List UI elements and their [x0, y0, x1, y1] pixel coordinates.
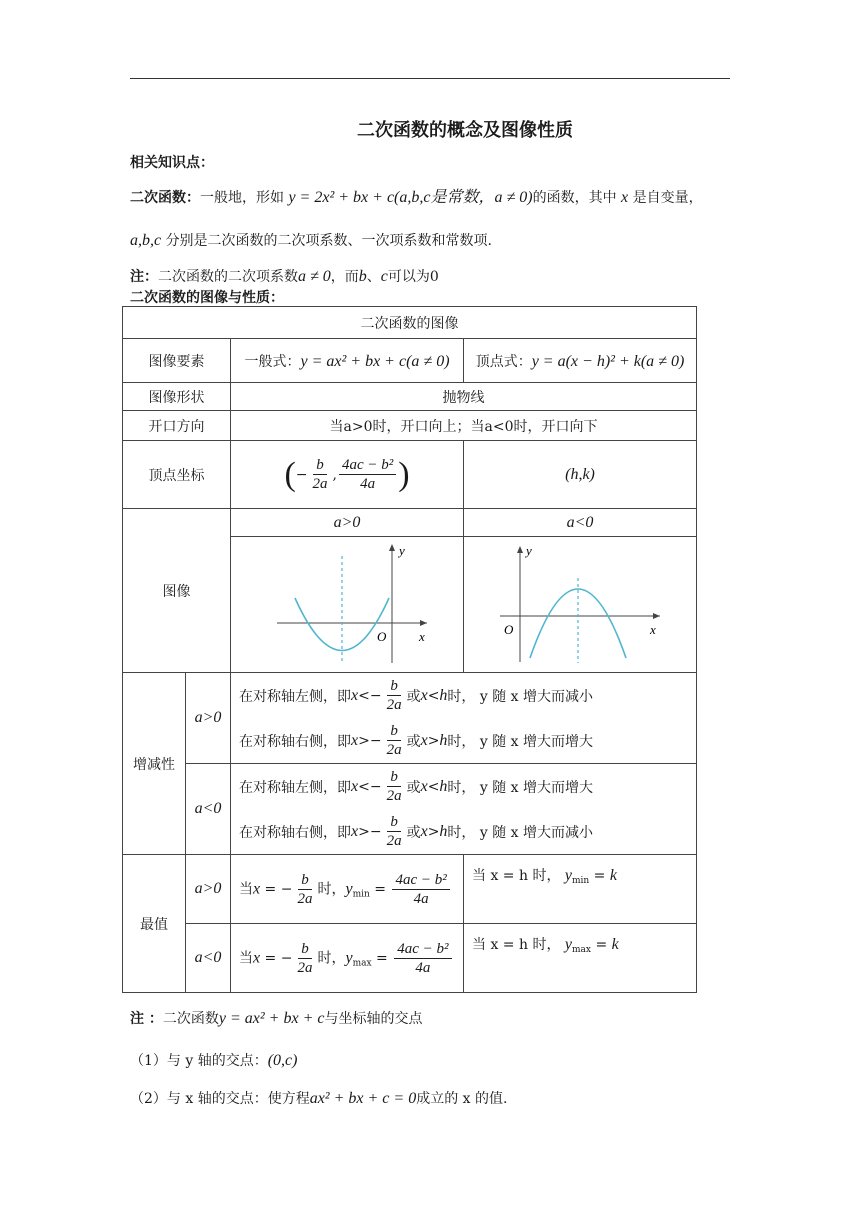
- extreme-neg-general: 当x = − $\frac{b}{2a}$ 时，$y_{max}$ = $\frac{\text{4ac − b²}}{4a}$: [231, 924, 464, 993]
- graph-axis-x-label: x: [419, 628, 425, 644]
- monotonic-neg-right: 在对称轴右侧，即 x >− $\frac{b}{2a}$ 或 x > h 时， y 随 x 增大而减小: [239, 814, 594, 849]
- row-label-opening: 开口方向: [123, 411, 231, 441]
- definition-text2: 的函数，其中: [532, 190, 617, 206]
- note2-text2: 与坐标轴的交点: [324, 1011, 423, 1027]
- graph2-origin-label: O: [504, 621, 514, 637]
- graph-downward-parabola: [464, 537, 697, 673]
- definition-text: 一般地，形如: [200, 190, 284, 206]
- row-label-elements: 图像要素: [123, 339, 231, 383]
- note2-text: 二次函数: [162, 1011, 219, 1027]
- opening-value: 当a>0时，开口向上；当a<0时，开口向下: [231, 411, 697, 441]
- note-text2: ，而: [330, 269, 359, 285]
- item1-text: （1）与 y 轴的交点：: [130, 1053, 268, 1069]
- row-label-graph: 图像: [123, 509, 231, 673]
- graph2-axis-y-label: y: [526, 542, 532, 558]
- upward-parabola-figure: [257, 538, 437, 668]
- vertex-coordinates: (h,k): [464, 441, 697, 509]
- extreme-neg-label: a<0: [186, 924, 231, 993]
- section-heading: 相关知识点：: [130, 155, 214, 171]
- vertex-general: (− $\frac{b}{2a}$ , $\frac{\text{4ac − b²}}{4a}$ ): [231, 441, 464, 509]
- extreme-pos-general: 当x = − $\frac{b}{2a}$ 时，$y_{min}$ = $\frac{\text{4ac − b²}}{4a}$: [231, 855, 464, 924]
- monotonic-neg-label: a<0: [186, 764, 231, 855]
- item2-formula: ax² + bx + c = 0: [309, 1090, 417, 1107]
- graph-upward-parabola: [231, 537, 464, 673]
- page-title: 二次函数的概念及图像性质: [357, 120, 573, 141]
- graph-neg-label: a<0: [464, 509, 697, 537]
- downward-parabola-figure: [490, 538, 670, 668]
- graph-origin-label: O: [377, 628, 387, 644]
- monotonic-pos-left: 在对称轴左侧，即 x <− $\frac{b}{2a}$ 或 x < h 时， y 随 x 增大而减小: [239, 678, 594, 713]
- definition-line2-text: 分别是二次函数的二次项系数、一次项系数和常数项.: [165, 233, 493, 249]
- definition-line-2: [130, 230, 492, 250]
- extreme-neg-vertex: 当 x = h 时， $y_{max} = k$: [464, 924, 697, 993]
- monotonic-pos-label: a>0: [186, 673, 231, 764]
- monotonic-neg-left: 在对称轴左侧，即 x <− $\frac{b}{2a}$ 或 x < h 时， y 随 x 增大而增大: [239, 769, 594, 804]
- note-condition: a ≠ 0: [298, 268, 331, 285]
- vertex-form: 顶点式：y = a(x − h)² + k(a ≠ 0): [464, 339, 697, 383]
- graph-pos-label: a>0: [231, 509, 464, 537]
- definition-line-1: [130, 184, 703, 207]
- note-text3: 可以为: [387, 269, 430, 285]
- shape-value: 抛物线: [231, 383, 697, 411]
- item2-text2: 成立的 x 的值.: [416, 1091, 508, 1107]
- note-text: 二次函数的二次项系数: [158, 269, 298, 285]
- properties-table: [122, 306, 697, 993]
- general-form: 一般式：y = ax² + bx + c(a ≠ 0): [231, 339, 464, 383]
- var-x: x: [621, 189, 629, 206]
- note2-formula: y = ax² + bx + c: [218, 1010, 325, 1027]
- note-label: 注：: [130, 269, 158, 285]
- graph-axis-y-label: y: [399, 542, 405, 558]
- definition-formula: y = 2x² + bx + c(a,b,c是常数，a ≠ 0): [288, 189, 533, 206]
- monotonic-neg-cell: [231, 764, 697, 855]
- row-label-extreme: 最值: [123, 855, 186, 993]
- row-label-monotonic: 增减性: [123, 673, 186, 855]
- monotonic-pos-right: 在对称轴右侧，即 x >− $\frac{b}{2a}$ 或 x > h 时， y 随 x 增大而增大: [239, 723, 594, 758]
- row-label-shape: 图像形状: [123, 383, 231, 411]
- definition-text3: 是自变量，: [632, 190, 703, 206]
- section-heading-2: 二次函数的图像与性质：: [130, 290, 284, 306]
- note-line-2: [130, 1008, 422, 1028]
- monotonic-pos-cell: [231, 673, 697, 764]
- definition-label: 二次函数：: [130, 190, 200, 206]
- list-item-1: [130, 1050, 297, 1070]
- table-header: 二次函数的图像: [123, 307, 697, 339]
- item1-value: (0,c): [267, 1052, 298, 1069]
- note2-label: 注 ：: [130, 1011, 163, 1027]
- coefficient-vars: a,b,c: [130, 232, 162, 249]
- header-rule: [130, 78, 730, 79]
- note-line-1: 注：二次函数的二次项系数a ≠ 0，而b、c可以为0: [130, 268, 439, 285]
- extreme-pos-vertex: 当 x = h 时， $y_{min} = k$: [464, 855, 697, 924]
- list-item-2: [130, 1088, 507, 1108]
- extreme-pos-label: a>0: [186, 855, 231, 924]
- row-label-vertex: 顶点坐标: [123, 441, 231, 509]
- graph2-axis-x-label: x: [650, 621, 656, 637]
- item2-text: （2）与 x 轴的交点：使方程: [130, 1091, 310, 1107]
- note-zero: 0: [429, 269, 439, 285]
